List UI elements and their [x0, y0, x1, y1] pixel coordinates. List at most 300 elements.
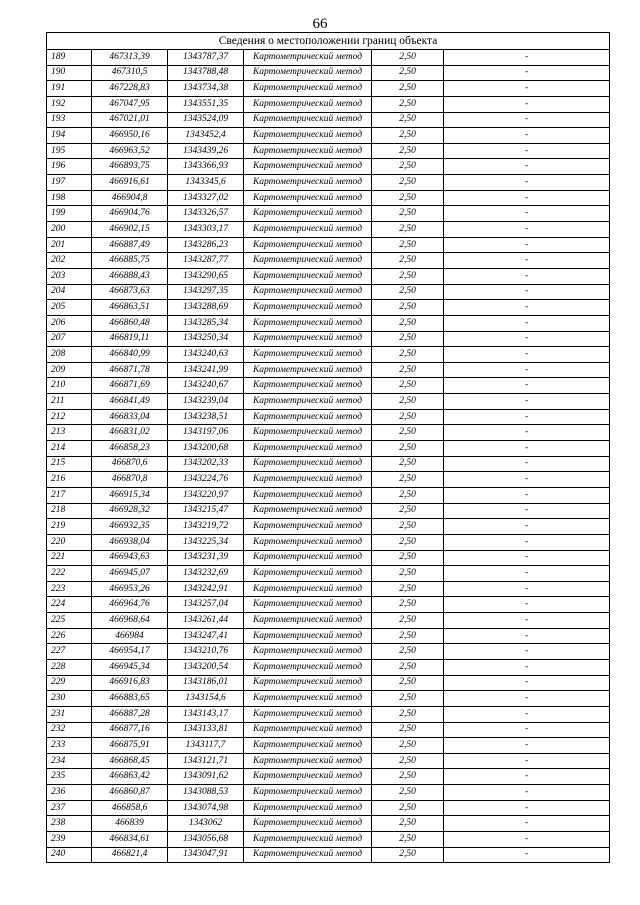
table-row: [47, 659, 610, 675]
method-cell: Картометрический метод: [244, 315, 372, 331]
description-cell: -: [444, 175, 610, 191]
y-coordinate-cell: 1343238,51: [168, 409, 244, 425]
description-cell: -: [444, 769, 610, 785]
description-cell: -: [444, 268, 610, 284]
y-coordinate-cell: 1343242,91: [168, 581, 244, 597]
point-number-cell: 236: [47, 785, 92, 801]
x-coordinate-cell: 466885,75: [92, 253, 168, 269]
y-coordinate-cell: 1343240,63: [168, 347, 244, 363]
description-cell: -: [444, 50, 610, 66]
y-coordinate-cell: 1343297,35: [168, 284, 244, 300]
accuracy-cell: 2,50: [372, 503, 444, 519]
x-coordinate-cell: 466863,42: [92, 769, 168, 785]
y-coordinate-cell: 1343056,68: [168, 832, 244, 848]
accuracy-cell: 2,50: [372, 628, 444, 644]
description-cell: -: [444, 738, 610, 754]
description-cell: -: [444, 409, 610, 425]
point-number-cell: 214: [47, 441, 92, 457]
x-coordinate-cell: 466950,16: [92, 128, 168, 144]
accuracy-cell: 2,50: [372, 769, 444, 785]
accuracy-cell: 2,50: [372, 253, 444, 269]
x-coordinate-cell: 466860,48: [92, 315, 168, 331]
point-number-cell: 233: [47, 738, 92, 754]
y-coordinate-cell: 1343200,68: [168, 441, 244, 457]
accuracy-cell: 2,50: [372, 50, 444, 66]
method-cell: Картометрический метод: [244, 628, 372, 644]
description-cell: -: [444, 112, 610, 128]
y-coordinate-cell: 1343452,4: [168, 128, 244, 144]
y-coordinate-cell: 1343088,53: [168, 785, 244, 801]
point-number-cell: 205: [47, 300, 92, 316]
accuracy-cell: 2,50: [372, 519, 444, 535]
x-coordinate-cell: 466893,75: [92, 159, 168, 175]
method-cell: Картометрический метод: [244, 503, 372, 519]
x-coordinate-cell: 466831,02: [92, 425, 168, 441]
accuracy-cell: 2,50: [372, 441, 444, 457]
table-row: [47, 519, 610, 535]
y-coordinate-cell: 1343231,39: [168, 550, 244, 566]
description-cell: -: [444, 362, 610, 378]
table-row: [47, 425, 610, 441]
table-row: [47, 503, 610, 519]
point-number-cell: 210: [47, 378, 92, 394]
description-cell: -: [444, 456, 610, 472]
y-coordinate-cell: 1343133,81: [168, 722, 244, 738]
description-cell: -: [444, 472, 610, 488]
table-row: [47, 222, 610, 238]
point-number-cell: 190: [47, 65, 92, 81]
y-coordinate-cell: 1343239,04: [168, 394, 244, 410]
method-cell: Картометрический метод: [244, 816, 372, 832]
table-row: [47, 143, 610, 159]
method-cell: Картометрический метод: [244, 206, 372, 222]
method-cell: Картометрический метод: [244, 112, 372, 128]
accuracy-cell: 2,50: [372, 659, 444, 675]
point-number-cell: 192: [47, 96, 92, 112]
point-number-cell: 234: [47, 753, 92, 769]
y-coordinate-cell: 1343257,04: [168, 597, 244, 613]
point-number-cell: 228: [47, 659, 92, 675]
table-row: [47, 190, 610, 206]
y-coordinate-cell: 1343303,17: [168, 222, 244, 238]
description-cell: -: [444, 628, 610, 644]
table-row: [47, 362, 610, 378]
accuracy-cell: 2,50: [372, 738, 444, 754]
description-cell: -: [444, 816, 610, 832]
x-coordinate-cell: 466938,04: [92, 534, 168, 550]
table-row: [47, 315, 610, 331]
description-cell: -: [444, 581, 610, 597]
y-coordinate-cell: 1343210,76: [168, 644, 244, 660]
point-number-cell: 200: [47, 222, 92, 238]
x-coordinate-cell: 466916,83: [92, 675, 168, 691]
point-number-cell: 199: [47, 206, 92, 222]
table-row: [47, 441, 610, 457]
method-cell: Картометрический метод: [244, 644, 372, 660]
accuracy-cell: 2,50: [372, 487, 444, 503]
method-cell: Картометрический метод: [244, 519, 372, 535]
y-coordinate-cell: 1343288,69: [168, 300, 244, 316]
description-cell: -: [444, 613, 610, 629]
description-cell: -: [444, 96, 610, 112]
method-cell: Картометрический метод: [244, 96, 372, 112]
method-cell: Картометрический метод: [244, 409, 372, 425]
y-coordinate-cell: 1343287,77: [168, 253, 244, 269]
accuracy-cell: 2,50: [372, 284, 444, 300]
accuracy-cell: 2,50: [372, 112, 444, 128]
x-coordinate-cell: 467313,39: [92, 50, 168, 66]
x-coordinate-cell: 466916,61: [92, 175, 168, 191]
description-cell: -: [444, 659, 610, 675]
method-cell: Картометрический метод: [244, 738, 372, 754]
method-cell: Картометрический метод: [244, 347, 372, 363]
y-coordinate-cell: 1343062: [168, 816, 244, 832]
method-cell: Картометрический метод: [244, 456, 372, 472]
point-number-cell: 218: [47, 503, 92, 519]
point-number-cell: 230: [47, 691, 92, 707]
table-row: [47, 65, 610, 81]
y-coordinate-cell: 1343285,34: [168, 315, 244, 331]
description-cell: -: [444, 566, 610, 582]
y-coordinate-cell: 1343232,69: [168, 566, 244, 582]
point-number-cell: 197: [47, 175, 92, 191]
method-cell: Картометрический метод: [244, 613, 372, 629]
x-coordinate-cell: 466945,34: [92, 659, 168, 675]
method-cell: Картометрический метод: [244, 190, 372, 206]
table-row: [47, 300, 610, 316]
table-row: [47, 613, 610, 629]
description-cell: -: [444, 284, 610, 300]
point-number-cell: 227: [47, 644, 92, 660]
table-row: [47, 644, 610, 660]
description-cell: -: [444, 800, 610, 816]
method-cell: Картометрический метод: [244, 785, 372, 801]
x-coordinate-cell: 466875,91: [92, 738, 168, 754]
table-row: [47, 753, 610, 769]
point-number-cell: 209: [47, 362, 92, 378]
point-number-cell: 231: [47, 706, 92, 722]
method-cell: Картометрический метод: [244, 143, 372, 159]
x-coordinate-cell: 466860,87: [92, 785, 168, 801]
x-coordinate-cell: 466964,76: [92, 597, 168, 613]
x-coordinate-cell: 466858,23: [92, 441, 168, 457]
x-coordinate-cell: 466821,4: [92, 847, 168, 863]
table-title-row: [47, 33, 610, 50]
description-cell: -: [444, 143, 610, 159]
table-row: [47, 472, 610, 488]
y-coordinate-cell: 1343197,06: [168, 425, 244, 441]
x-coordinate-cell: 466902,15: [92, 222, 168, 238]
x-coordinate-cell: 466887,49: [92, 237, 168, 253]
description-cell: -: [444, 425, 610, 441]
x-coordinate-cell: 466904,8: [92, 190, 168, 206]
x-coordinate-cell: 466954,17: [92, 644, 168, 660]
accuracy-cell: 2,50: [372, 581, 444, 597]
method-cell: Картометрический метод: [244, 472, 372, 488]
description-cell: -: [444, 206, 610, 222]
method-cell: Картометрический метод: [244, 753, 372, 769]
table-row: [47, 738, 610, 754]
point-number-cell: 203: [47, 268, 92, 284]
x-coordinate-cell: 466868,45: [92, 753, 168, 769]
method-cell: Картометрический метод: [244, 534, 372, 550]
description-cell: -: [444, 722, 610, 738]
point-number-cell: 223: [47, 581, 92, 597]
x-coordinate-cell: 467310,5: [92, 65, 168, 81]
point-number-cell: 196: [47, 159, 92, 175]
y-coordinate-cell: 1343202,33: [168, 456, 244, 472]
accuracy-cell: 2,50: [372, 206, 444, 222]
accuracy-cell: 2,50: [372, 394, 444, 410]
accuracy-cell: 2,50: [372, 143, 444, 159]
point-number-cell: 219: [47, 519, 92, 535]
description-cell: -: [444, 159, 610, 175]
description-cell: -: [444, 832, 610, 848]
point-number-cell: 225: [47, 613, 92, 629]
table-row: [47, 816, 610, 832]
table-title: Сведения о местоположении границ объекта: [47, 33, 610, 50]
accuracy-cell: 2,50: [372, 722, 444, 738]
method-cell: Картометрический метод: [244, 832, 372, 848]
description-cell: -: [444, 378, 610, 394]
description-cell: -: [444, 65, 610, 81]
description-cell: -: [444, 81, 610, 97]
x-coordinate-cell: 466915,34: [92, 487, 168, 503]
point-number-cell: 220: [47, 534, 92, 550]
boundary-coordinates-table: [46, 32, 610, 863]
description-cell: -: [444, 253, 610, 269]
point-number-cell: 198: [47, 190, 92, 206]
description-cell: -: [444, 550, 610, 566]
y-coordinate-cell: 1343220,97: [168, 487, 244, 503]
description-cell: -: [444, 347, 610, 363]
point-number-cell: 213: [47, 425, 92, 441]
y-coordinate-cell: 1343551,35: [168, 96, 244, 112]
x-coordinate-cell: 467021,01: [92, 112, 168, 128]
y-coordinate-cell: 1343290,65: [168, 268, 244, 284]
description-cell: -: [444, 753, 610, 769]
y-coordinate-cell: 1343261,44: [168, 613, 244, 629]
method-cell: Картометрический метод: [244, 800, 372, 816]
method-cell: Картометрический метод: [244, 581, 372, 597]
accuracy-cell: 2,50: [372, 597, 444, 613]
point-number-cell: 211: [47, 394, 92, 410]
table-body: [47, 50, 610, 863]
table-row: [47, 378, 610, 394]
table-row: [47, 50, 610, 66]
description-cell: -: [444, 847, 610, 863]
accuracy-cell: 2,50: [372, 159, 444, 175]
y-coordinate-cell: 1343345,6: [168, 175, 244, 191]
x-coordinate-cell: 467228,83: [92, 81, 168, 97]
accuracy-cell: 2,50: [372, 816, 444, 832]
x-coordinate-cell: 466819,11: [92, 331, 168, 347]
accuracy-cell: 2,50: [372, 425, 444, 441]
description-cell: -: [444, 190, 610, 206]
accuracy-cell: 2,50: [372, 315, 444, 331]
table-row: [47, 847, 610, 863]
y-coordinate-cell: 1343200,54: [168, 659, 244, 675]
point-number-cell: 208: [47, 347, 92, 363]
point-number-cell: 235: [47, 769, 92, 785]
y-coordinate-cell: 1343788,48: [168, 65, 244, 81]
point-number-cell: 240: [47, 847, 92, 863]
accuracy-cell: 2,50: [372, 691, 444, 707]
accuracy-cell: 2,50: [372, 800, 444, 816]
table-row: [47, 159, 610, 175]
point-number-cell: 226: [47, 628, 92, 644]
point-number-cell: 212: [47, 409, 92, 425]
x-coordinate-cell: 466932,35: [92, 519, 168, 535]
accuracy-cell: 2,50: [372, 534, 444, 550]
description-cell: -: [444, 691, 610, 707]
x-coordinate-cell: 466871,78: [92, 362, 168, 378]
method-cell: Картометрический метод: [244, 65, 372, 81]
table-row: [47, 237, 610, 253]
point-number-cell: 206: [47, 315, 92, 331]
table-row: [47, 284, 610, 300]
accuracy-cell: 2,50: [372, 472, 444, 488]
method-cell: Картометрический метод: [244, 394, 372, 410]
table-row: [47, 581, 610, 597]
method-cell: Картометрический метод: [244, 550, 372, 566]
table-row: [47, 128, 610, 144]
y-coordinate-cell: 1343091,62: [168, 769, 244, 785]
y-coordinate-cell: 1343225,34: [168, 534, 244, 550]
x-coordinate-cell: 466984: [92, 628, 168, 644]
description-cell: -: [444, 487, 610, 503]
accuracy-cell: 2,50: [372, 222, 444, 238]
method-cell: Картометрический метод: [244, 284, 372, 300]
method-cell: Картометрический метод: [244, 847, 372, 863]
point-number-cell: 222: [47, 566, 92, 582]
y-coordinate-cell: 1343215,47: [168, 503, 244, 519]
table-row: [47, 706, 610, 722]
table-row: [47, 253, 610, 269]
method-cell: Картометрический метод: [244, 253, 372, 269]
point-number-cell: 191: [47, 81, 92, 97]
x-coordinate-cell: 466871,69: [92, 378, 168, 394]
accuracy-cell: 2,50: [372, 566, 444, 582]
point-number-cell: 224: [47, 597, 92, 613]
accuracy-cell: 2,50: [372, 409, 444, 425]
table-row: [47, 96, 610, 112]
table-row: [47, 112, 610, 128]
method-cell: Картометрический метод: [244, 128, 372, 144]
method-cell: Картометрический метод: [244, 159, 372, 175]
method-cell: Картометрический метод: [244, 675, 372, 691]
description-cell: -: [444, 222, 610, 238]
accuracy-cell: 2,50: [372, 128, 444, 144]
accuracy-cell: 2,50: [372, 456, 444, 472]
description-cell: -: [444, 503, 610, 519]
table-row: [47, 628, 610, 644]
method-cell: Картометрический метод: [244, 566, 372, 582]
y-coordinate-cell: 1343327,02: [168, 190, 244, 206]
method-cell: Картометрический метод: [244, 706, 372, 722]
accuracy-cell: 2,50: [372, 331, 444, 347]
point-number-cell: 193: [47, 112, 92, 128]
point-number-cell: 194: [47, 128, 92, 144]
accuracy-cell: 2,50: [372, 362, 444, 378]
table-row: [47, 691, 610, 707]
x-coordinate-cell: 466963,52: [92, 143, 168, 159]
x-coordinate-cell: 466904,76: [92, 206, 168, 222]
description-cell: -: [444, 534, 610, 550]
table-row: [47, 722, 610, 738]
method-cell: Картометрический метод: [244, 362, 372, 378]
y-coordinate-cell: 1343240,67: [168, 378, 244, 394]
description-cell: -: [444, 644, 610, 660]
accuracy-cell: 2,50: [372, 613, 444, 629]
accuracy-cell: 2,50: [372, 832, 444, 848]
y-coordinate-cell: 1343143,17: [168, 706, 244, 722]
description-cell: -: [444, 675, 610, 691]
x-coordinate-cell: 466870,6: [92, 456, 168, 472]
table-row: [47, 331, 610, 347]
table-row: [47, 597, 610, 613]
y-coordinate-cell: 1343154,6: [168, 691, 244, 707]
y-coordinate-cell: 1343247,41: [168, 628, 244, 644]
description-cell: -: [444, 441, 610, 457]
method-cell: Картометрический метод: [244, 441, 372, 457]
x-coordinate-cell: 467047,95: [92, 96, 168, 112]
table-row: [47, 409, 610, 425]
x-coordinate-cell: 466888,43: [92, 268, 168, 284]
x-coordinate-cell: 466841,49: [92, 394, 168, 410]
method-cell: Картометрический метод: [244, 487, 372, 503]
description-cell: -: [444, 785, 610, 801]
accuracy-cell: 2,50: [372, 237, 444, 253]
description-cell: -: [444, 331, 610, 347]
table-row: [47, 206, 610, 222]
x-coordinate-cell: 466877,16: [92, 722, 168, 738]
accuracy-cell: 2,50: [372, 675, 444, 691]
method-cell: Картометрический метод: [244, 691, 372, 707]
method-cell: Картометрический метод: [244, 331, 372, 347]
table-row: [47, 394, 610, 410]
accuracy-cell: 2,50: [372, 753, 444, 769]
x-coordinate-cell: 466968,64: [92, 613, 168, 629]
method-cell: Картометрический метод: [244, 300, 372, 316]
method-cell: Картометрический метод: [244, 222, 372, 238]
x-coordinate-cell: 466834,61: [92, 832, 168, 848]
x-coordinate-cell: 466839: [92, 816, 168, 832]
method-cell: Картометрический метод: [244, 268, 372, 284]
accuracy-cell: 2,50: [372, 785, 444, 801]
method-cell: Картометрический метод: [244, 425, 372, 441]
y-coordinate-cell: 1343326,57: [168, 206, 244, 222]
x-coordinate-cell: 466943,63: [92, 550, 168, 566]
table-row: [47, 81, 610, 97]
accuracy-cell: 2,50: [372, 378, 444, 394]
accuracy-cell: 2,50: [372, 847, 444, 863]
method-cell: Картометрический метод: [244, 175, 372, 191]
y-coordinate-cell: 1343117,7: [168, 738, 244, 754]
x-coordinate-cell: 466870,8: [92, 472, 168, 488]
table-row: [47, 534, 610, 550]
table-row: [47, 769, 610, 785]
description-cell: -: [444, 128, 610, 144]
description-cell: -: [444, 597, 610, 613]
x-coordinate-cell: 466928,32: [92, 503, 168, 519]
x-coordinate-cell: 466883,65: [92, 691, 168, 707]
point-number-cell: 207: [47, 331, 92, 347]
method-cell: Картометрический метод: [244, 378, 372, 394]
method-cell: Картометрический метод: [244, 769, 372, 785]
accuracy-cell: 2,50: [372, 175, 444, 191]
method-cell: Картометрический метод: [244, 722, 372, 738]
